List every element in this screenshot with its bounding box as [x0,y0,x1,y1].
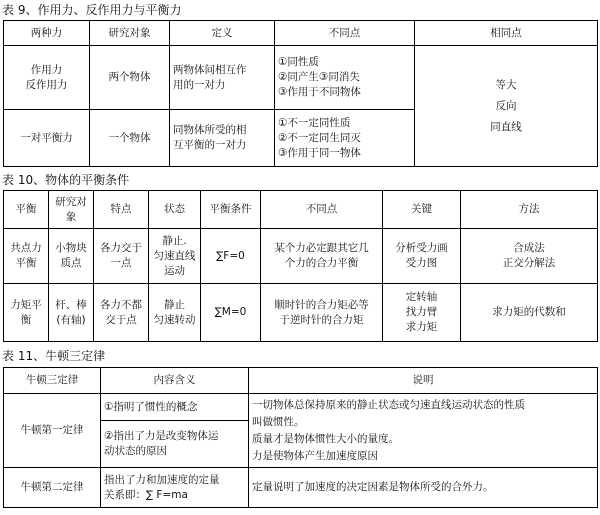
state-cell: 静止 匀速转动 [149,284,201,342]
table9-header-cell: 两种力 [4,21,90,46]
table-row [4,394,598,421]
feature-cell: 各力不都 交于点 [94,284,149,342]
table10-header-cell: 研究对 象 [49,191,94,229]
table-row [4,468,598,508]
table10-header-cell: 平衡条件 [201,191,261,229]
force-type-cell: 一对平衡力 [4,110,90,167]
table-row [4,46,598,110]
table11-header-row [4,368,598,394]
table10-header-cell: 不同点 [261,191,383,229]
table9-header-cell: 定义 [170,21,275,46]
table9 [3,20,598,167]
table11-header-cell: 说明 [249,368,598,394]
key-cell: 定转轴 找力臂 求力矩 [383,284,461,342]
equilibrium-type-cell: 共点力 平衡 [4,229,49,284]
method-cell: 合成法 正交分解法 [461,229,598,284]
table11-caption: 表 11、牛顿三定律 [2,349,106,363]
state-cell: 静止. 匀速直线 运动 [149,229,201,284]
table10-header-cell: 特点 [94,191,149,229]
law-name-cell: 牛顿第二定律 [4,468,101,508]
definition-cell: 同物体所受的相 互平衡的一对力 [170,110,275,167]
table9-header-cell: 不同点 [275,21,415,46]
difference-cell: ①不一定同性质 ②不一定同生同灭 ③作用于同一物体 [275,110,415,167]
table9-header-cell: 相同点 [415,21,598,46]
force-type-cell: 作用力 反作用力 [4,46,90,110]
equilibrium-type-cell: 力矩平 衡 [4,284,49,342]
difference-cell: 某个力必定跟其它几 个力的合力平衡 [261,229,383,284]
table11 [3,367,598,508]
meaning-cell: ②指出了力是改变物体运 动状态的原因 [101,421,249,468]
condition-cell: ∑F=0 [201,229,261,284]
note-cell: 定量说明了加速度的决定因素是物体所受的合外力。 [249,468,598,508]
table11-header-cell: 内容含义 [101,368,249,394]
table10-caption: 表 10、物体的平衡条件 [2,173,130,187]
table-row [4,229,598,284]
object-cell: 杆、棒 (有轴) [49,284,94,342]
law-name-cell: 牛顿第一定律 [4,394,101,468]
definition-cell: 两物体间相互作 用的一对力 [170,46,275,110]
object-cell: 小物块 质点 [49,229,94,284]
table-row [4,284,598,342]
table10 [3,190,598,342]
key-cell: 分析受力画 受力图 [383,229,461,284]
meaning-cell: 指出了力和加速度的定量 关系即：∑ F=ma [101,468,249,508]
feature-cell: 各力交于 一点 [94,229,149,284]
object-cell: 两个物体 [90,46,170,110]
table10-header-row [4,191,598,229]
table9-header-row [4,21,598,46]
table9-caption: 表 9、作用力、反作用力与平衡力 [2,3,182,17]
note-cell: 一切物体总保持原来的静止状态或匀速直线运动状态的性质 叫做惯性。 质量才是物体惯性大小的量度。 力是使物体产生加速度原因 [249,394,598,468]
table10-header-cell: 平衡 [4,191,49,229]
meaning-cell: ①指明了惯性的概念 [101,394,249,421]
method-cell: 求力矩的代数和 [461,284,598,342]
condition-cell: ∑M=0 [201,284,261,342]
object-cell: 一个物体 [90,110,170,167]
common-points-cell: 等大 反向 同直线 [415,46,598,167]
table10-header-cell: 关键 [383,191,461,229]
difference-cell: 顺时针的合力矩必等 于逆时针的合力矩 [261,284,383,342]
table11-header-cell: 牛顿三定律 [4,368,101,394]
table10-header-cell: 状态 [149,191,201,229]
table10-header-cell: 方法 [461,191,598,229]
difference-cell: ①同性质 ②同产生③同消失 ③作用于不同物体 [275,46,415,110]
table9-header-cell: 研究对象 [90,21,170,46]
